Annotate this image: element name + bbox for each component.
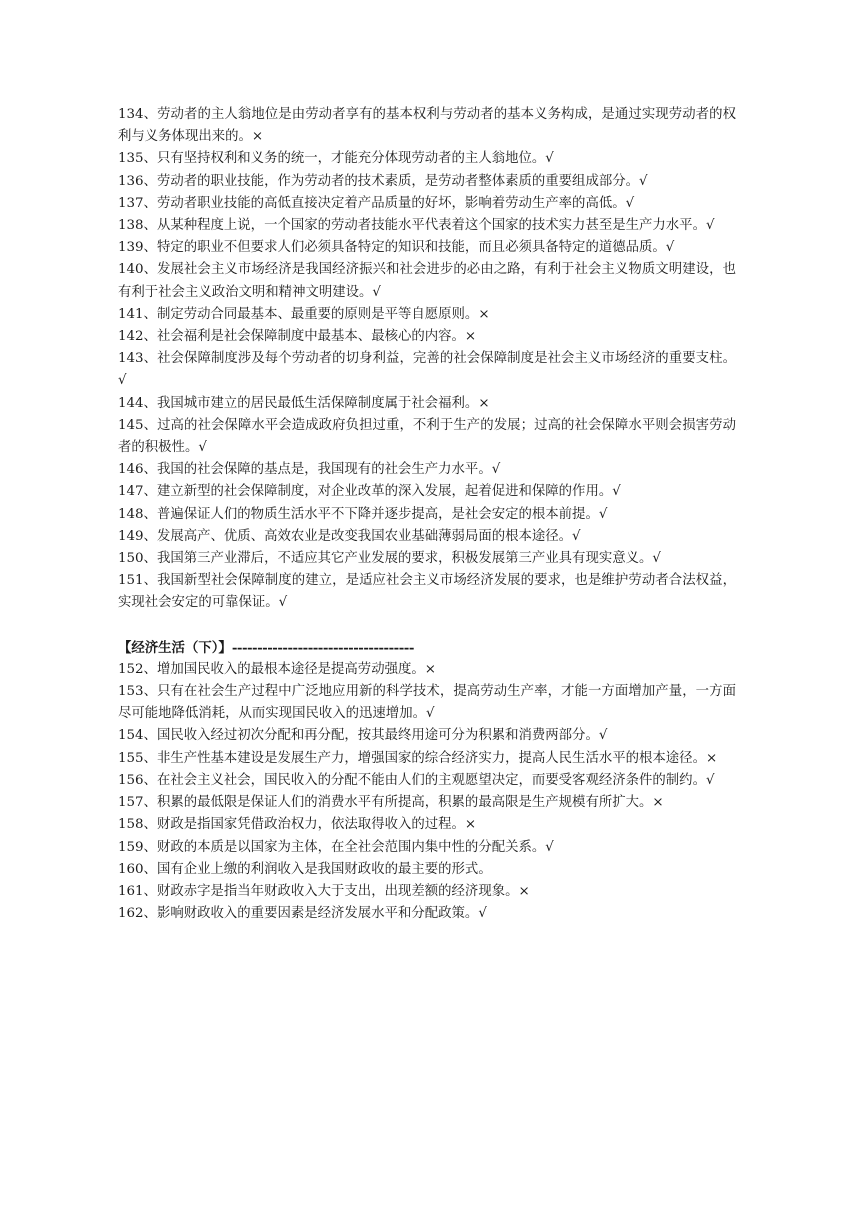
list-item: 161、财政赤字是指当年财政收入大于支出，出现差额的经济现象。× [118, 883, 530, 899]
list-item: 135、只有坚持权利和义务的统一，才能充分体现劳动者的主人翁地位。√ [118, 151, 554, 167]
list-item: 155、非生产性基本建设是发展生产力，增强国家的综合经济实力，提高人民生活水平的根本途径。× [118, 750, 718, 766]
list-item: 153、只有在社会生产过程中广泛地应用新的科学技术，提高劳动生产率，才能一方面增加产量，一方面尽可能地降低消耗，从而实现国民收入的迅速增加。√ [118, 684, 736, 722]
section-economy-items [118, 659, 736, 925]
list-item: 158、财政是指国家凭借政治权力，依法取得收入的过程。× [118, 817, 477, 833]
list-item: 152、增加国民收入的最根本途径是提高劳动强度。× [118, 661, 436, 677]
list-item: 162、影响财政收入的重要因素是经济发展水平和分配政策。√ [118, 906, 487, 922]
section-rule: ------------------------------------ [231, 639, 414, 656]
list-item: 145、过高的社会保障水平会造成政府负担过重，不利于生产的发展；过高的社会保障水平则会损害劳动者的积极性。√ [118, 417, 736, 456]
list-item: 137、劳动者职业技能的高低直接决定着产品质量的好坏，影响着劳动生产率的高低。√ [118, 195, 635, 211]
document-page [118, 104, 736, 925]
list-item: 139、特定的职业不但要求人们必须具备特定的知识和技能，而且必须具备特定的道德品质。√ [118, 240, 675, 256]
list-item: 144、我国城市建立的居民最低生活保障制度属于社会福利。× [118, 395, 490, 411]
list-item: 147、建立新型的社会保障制度，对企业改革的深入发展，起着促进和保障的作用。√ [118, 484, 621, 500]
list-item: 138、从某种程度上说，一个国家的劳动者技能水平代表着这个国家的技术实力甚至是生产力水平。√ [118, 218, 715, 234]
list-item: 160、国有企业上缴的利润收入是我国财政收的最主要的形式。 [118, 861, 492, 877]
list-item: 143、社会保障制度涉及每个劳动者的切身利益，完善的社会保障制度是社会主义市场经济的重要支柱。√ [118, 351, 736, 389]
list-item: 157、积累的最低限是保证人们的消费水平有所提高，积累的最高限是生产规模有所扩大。× [118, 795, 664, 811]
list-item: 150、我国第三产业滞后，不适应其它产业发展的要求，积极发展第三产业具有现实意义。√ [118, 551, 661, 567]
list-item: 151、我国新型社会保障制度的建立，是适应社会主义市场经济发展的要求，也是维护劳动者合法权益，实现社会安定的可靠保证。√ [118, 573, 736, 611]
list-item: 156、在社会主义社会，国民收入的分配不能由人们的主观愿望决定，而要受客观经济条件的制约。√ [118, 772, 715, 788]
list-item: 146、我国的社会保障的基点是，我国现有的社会生产力水平。√ [118, 462, 501, 478]
list-item: 149、发展高产、优质、高效农业是改变我国农业基础薄弱局面的根本途径。√ [118, 528, 581, 544]
list-item: 159、财政的本质是以国家为主体，在全社会范围内集中性的分配关系。√ [118, 839, 554, 855]
list-item: 134、劳动者的主人翁地位是由劳动者享有的基本权利与劳动者的基本义务构成，是通过实现劳动者的权利与义务体现出来的。× [118, 107, 736, 145]
section-title: 【经济生活（下）】 [118, 639, 232, 656]
section-labor-items [118, 104, 736, 615]
list-item: 154、国民收入经过初次分配和再分配，按其最终用途可分为积累和消费两部分。√ [118, 728, 608, 744]
section-gap [118, 615, 736, 637]
list-item: 142、社会福利是社会保障制度中最基本、最核心的内容。× [118, 329, 477, 345]
list-item: 148、普遍保证人们的物质生活水平不下降并逐步提高，是社会安定的根本前提。√ [118, 506, 608, 522]
list-item: 141、制定劳动合同最基本、最重要的原则是平等自愿原则。× [118, 306, 490, 322]
list-item: 136、劳动者的职业技能，作为劳动者的技术素质，是劳动者整体素质的重要组成部分。√ [118, 173, 648, 189]
list-item: 140、发展社会主义市场经济是我国经济振兴和社会进步的必由之路，有利于社会主义物质文明建设，也有利于社会主义政治文明和精神文明建设。√ [118, 262, 736, 300]
section-heading [118, 637, 736, 659]
